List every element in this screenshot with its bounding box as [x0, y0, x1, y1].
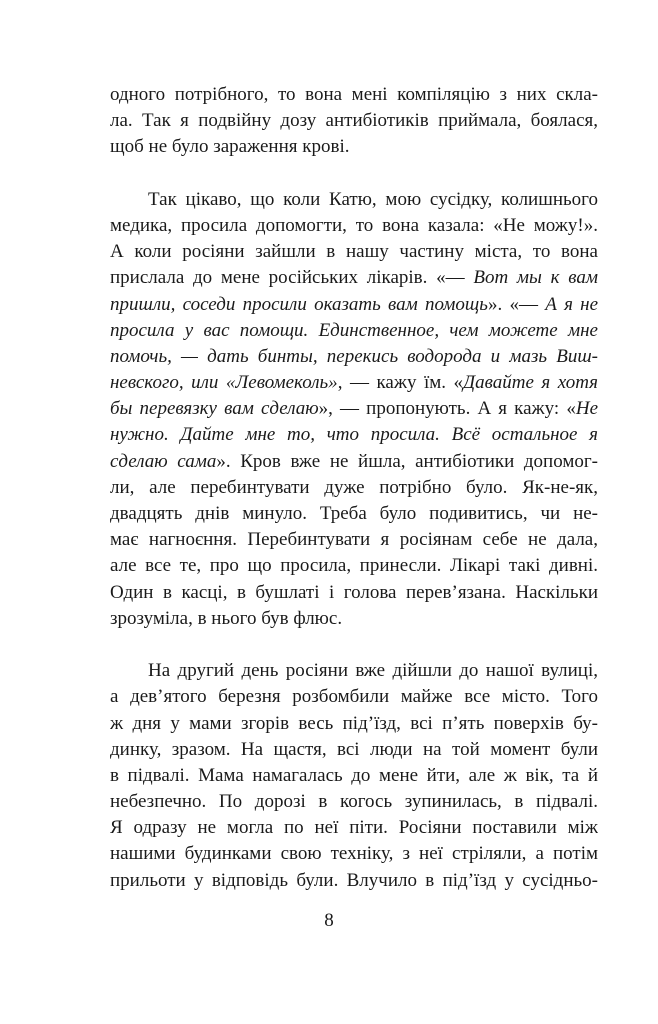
text-line: а дев’ятого березня розбомбили майже все місто. Того [110, 686, 598, 708]
text-line: нужно. Дайте мне то, что просила. Всё остальное я [110, 424, 598, 446]
text-line: в підвалі. Мама намагалась до мене йти, але ж вік, та й [110, 764, 598, 786]
text-line: На другий день росіяни вже дійшли до нашої вулиці, [148, 660, 598, 682]
text-line: зрозуміла, в нього був флюс. [110, 607, 343, 629]
text-line: прислала до мене російських лікарів. «— Вот мы к вам [110, 267, 598, 289]
text-line: Я одразу не могла по неї піти. Росіяни поставили між [110, 817, 598, 839]
page-body [110, 82, 598, 894]
text-line: небезпечно. По дорозі в когось зупинилась, в підвалі. [110, 791, 598, 813]
text-line: ли, але перебинтувати дуже потрібно було. Як-не-як, [110, 476, 598, 498]
paragraph-gap [110, 161, 598, 187]
text-line: медика, просила допомогти, то вона казала: «Не можу!». [110, 214, 598, 236]
text-line: нашими будинками свою техніку, з неї стріляли, а потім [110, 843, 598, 865]
text-line: помочь, — дать бинты, перекись водорода и мазь Виш- [110, 345, 598, 367]
text-line: але все те, про що просила, принесли. Лікарі такі дивні. [110, 555, 598, 577]
text-line: А коли росіяни зайшли в нашу частину міста, то вона [110, 241, 598, 263]
text-line: ла. Так я подвійну дозу антибіотиків приймала, боялася, [110, 110, 598, 132]
paragraph [110, 658, 598, 894]
paragraph [110, 187, 598, 632]
text-line: сделаю сама». Кров вже не йшла, антибіотики допомог- [110, 450, 598, 472]
text-line: Так цікаво, що коли Катю, мою сусідку, колишнього [148, 188, 598, 210]
paragraph-gap [110, 632, 598, 658]
text-line: Один в касці, в бушлаті і голова перев’язана. Наскільки [110, 581, 598, 603]
paragraph [110, 82, 598, 161]
text-line: невского, или «Левомеколь», — кажу їм. «Давайте я хотя [110, 372, 598, 394]
text-line: щоб не було зараження крові. [110, 136, 350, 158]
text-line: ж дня у мами згорів весь під’їзд, всі п’ять поверхів бу- [110, 712, 598, 734]
page-number: 8 [324, 910, 334, 931]
text-line: двадцять днів минуло. Треба було подивитись, чи не- [110, 503, 598, 524]
text-line: має нагноєння. Перебинтувати я росіянам себе не дала, [110, 529, 598, 551]
text-line: бы перевязку вам сделаю», — пропонують. А я кажу: «Не [110, 398, 598, 420]
text-line: прильоти у відповідь були. Влучило в під’їзд у сусідньо- [110, 869, 598, 891]
text-line: одного потрібного, то вона мені компіляцію з них скла- [110, 84, 598, 105]
text-line: динку, зразом. На щастя, всі люди на той момент були [110, 738, 598, 760]
text-line: просила у вас помощи. Единственное, чем можете мне [110, 319, 598, 341]
text-line: пришли, соседи просили оказать вам помощь». «— А я не [110, 293, 598, 315]
